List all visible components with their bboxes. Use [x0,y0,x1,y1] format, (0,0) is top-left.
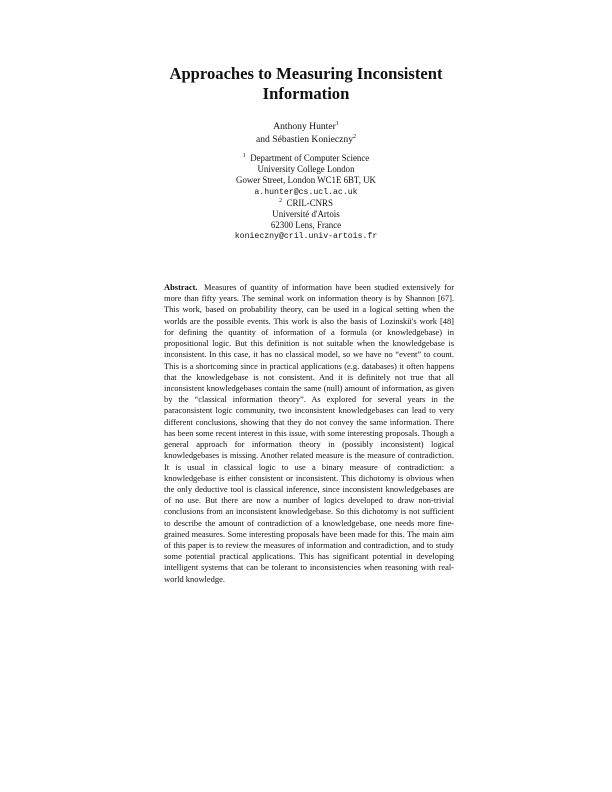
affiliation-2-organization [120,198,492,209]
author-line-1 [120,120,492,133]
affiliation-mark: 1 [242,153,246,160]
author-affiliation-mark: 2 [353,133,356,140]
paper-title-line-1: Approaches to Measuring Inconsistent [169,64,443,83]
author-affiliation-mark: 1 [335,120,339,127]
department-name: Department of Computer Science [250,153,370,163]
author-name: Anthony Hunter [273,121,336,132]
affiliation-1-email: a.hunter@cs.ucl.ac.uk [254,187,358,197]
abstract-label: Abstract. [164,282,198,292]
affiliation-1-university: University College London [257,164,355,175]
affiliation-2-address: 62300 Lens, France [270,220,342,231]
affiliation-block [120,153,492,243]
affiliation-2-university: Université d'Artois [272,209,340,220]
author-block [120,120,492,146]
affiliation-2-email: konieczny@cril.univ-artois.fr [234,232,378,242]
paper-title [120,64,492,104]
author-line-2 [120,133,492,146]
affiliation-mark: 2 [279,197,283,204]
organization-name: CRIL-CNRS [286,197,333,208]
author-conjunction: and [256,134,273,145]
author-name: Sébastien Konieczny [272,134,353,145]
paper-title-line-2: Information [262,84,350,103]
affiliation-1-department [120,153,492,164]
abstract [164,282,454,585]
abstract-text: Measures of quantity of information have been studied extensively for more than fifty years. The seminal work on information theory is by Shannon [67]. This work, based on probability theory, can be used in a logical setting when the worlds are the possible events. This work is also the basis of Lozinskii's work [48] for defining the quantity of information of a formula (or knowledgebase) in propositional logic. But this definition is not suitable when the knowledgebase is inconsistent. In this case, it has no classical model, so we have no “event” to count. This is a shortcoming since in practical applications (e.g. databases) it often happens that the knowledgebase is not consistent. And it is definitely not true that all inconsistent knowledgebases contain the same (null) amount of information, as given by the “classical information theory”. As explored for several years in the paraconsistent logic community, two inconsistent knowledgebases can lead to very different conclusions, showing that they do not convey the same information. There has been some recent interest in this issue, with some interesting proposals. Though a general approach for information theory in (possibly inconsistent) logical knowledgebases is missing. Another related measure is the measure of contradiction. It is usual in classical logic to use a binary measure of contradiction: a knowledgebase is either consistent or inconsistent. This dichotomy is obvious when the only deductive tool is classical inference, since inconsistent knowledgebases are of no use. But there are now a number of logics developed to draw non-trivial conclusions from an inconsistent knowledgebase. So this dichotomy is not sufficient to describe the amount of contradiction of a knowledgebase, one needs more fine-grained measures. Some interesting proposals have been made for this. The main aim of this paper is to review the measures of information and contradiction, and to study some potential practical applications. This has significant potential in developing intelligent systems that can be tolerant to inconsistencies when reasoning with real-world knowledge. [164,282,454,584]
affiliation-1-address: Gower Street, London WC1E 6BT, UK [236,175,376,186]
